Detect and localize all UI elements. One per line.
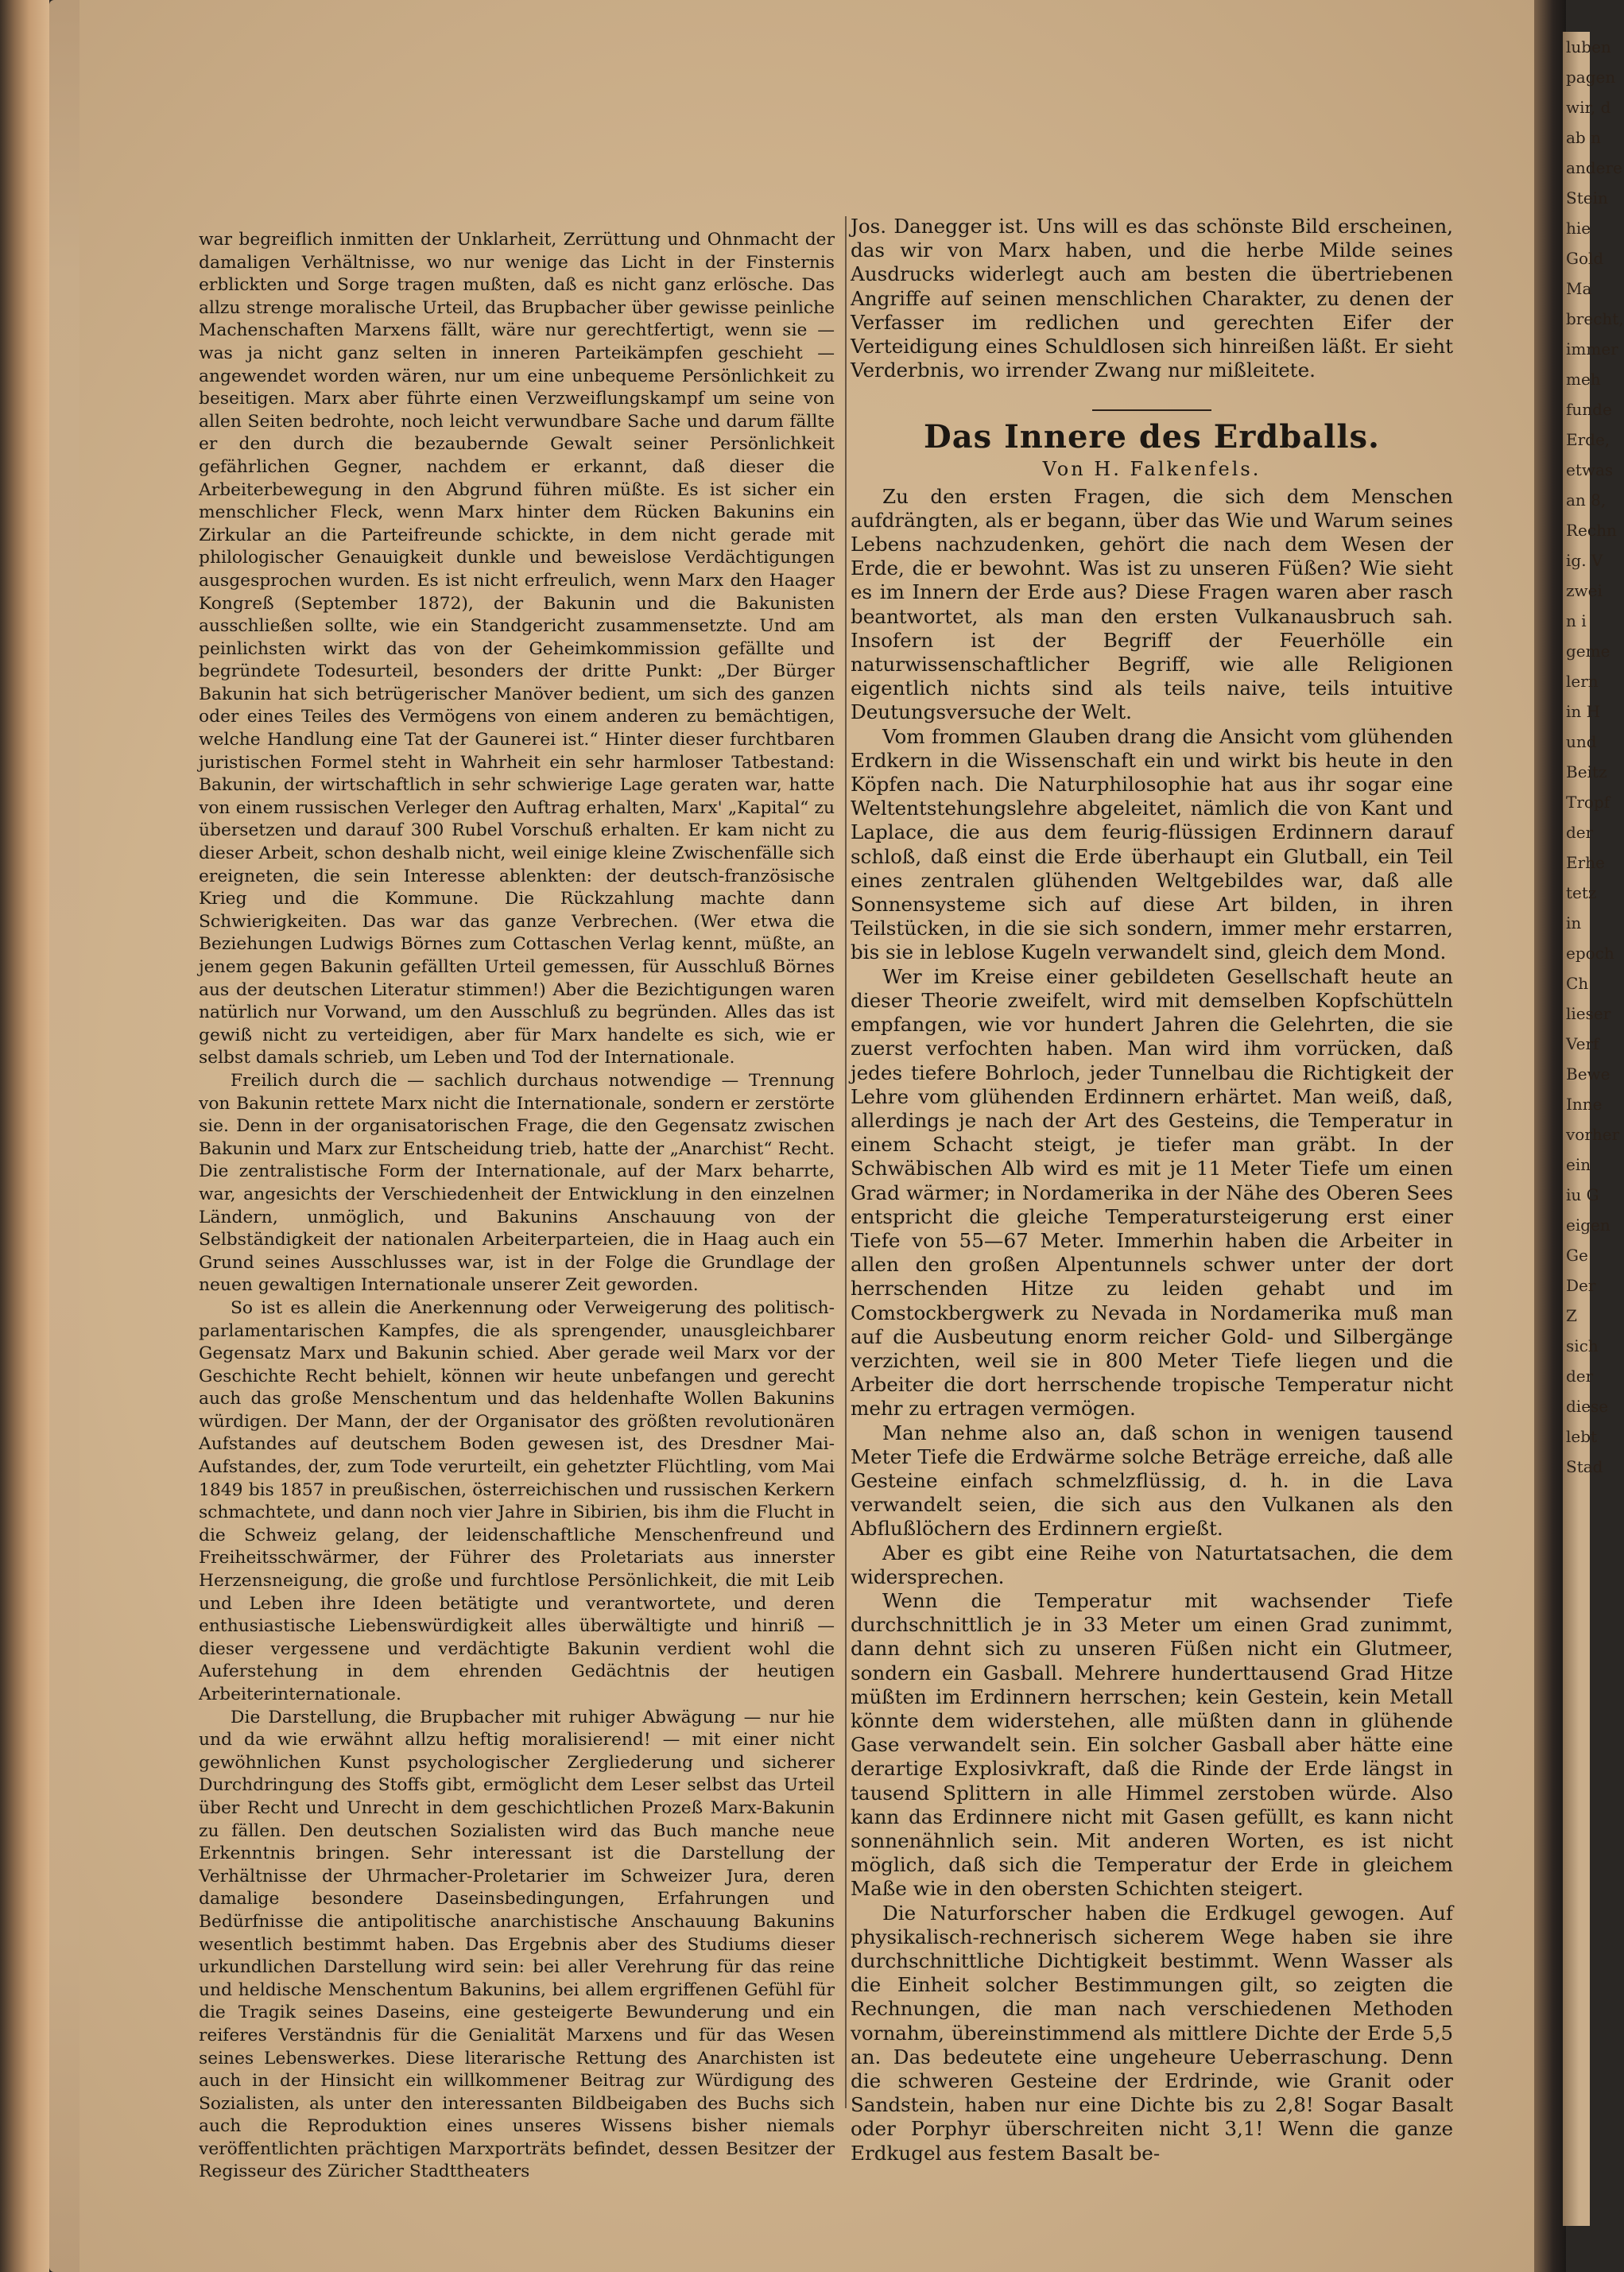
facing-page-word-fragment: diese [1566, 1397, 1609, 1416]
facing-page-word-fragment: ein [1566, 1155, 1591, 1174]
facing-page-word-fragment: luben [1566, 37, 1611, 56]
facing-page-word-fragment: Bewe [1566, 1064, 1610, 1084]
facing-page-word-fragment: und [1566, 732, 1597, 751]
facing-page-word-fragment: funde [1566, 400, 1612, 419]
facing-page-word-fragment: pagen [1566, 68, 1616, 87]
book-gutter [1534, 0, 1566, 2272]
facing-page-word-fragment: tetz [1566, 883, 1597, 902]
facing-page-word-fragment: immer [1566, 339, 1618, 359]
facing-page-word-fragment: Inne [1566, 1095, 1603, 1114]
facing-page-word-fragment: geme [1566, 642, 1610, 661]
facing-page-word-fragment: ab n [1566, 128, 1601, 147]
facing-page-word-fragment: wir, d [1566, 98, 1611, 117]
facing-page-word-fragment: andere [1566, 158, 1622, 177]
facing-page-word-fragment: Der [1566, 1276, 1596, 1295]
facing-page-word-fragment: iu G [1566, 1185, 1599, 1204]
facing-page-word-fragment: etwas [1566, 460, 1614, 479]
facing-page-word-fragment: an 8, [1566, 490, 1607, 510]
paragraph: Aber es gibt eine Reihe von Naturtatsachen, die dem widersprechen. [851, 1541, 1453, 1588]
facing-page-word-fragment: vorher [1566, 1125, 1620, 1144]
facing-page-word-fragment: meh [1566, 370, 1601, 389]
facing-page-word-fragment: epoch [1566, 944, 1614, 963]
article-title: Das Innere des Erdballs. [924, 418, 1380, 456]
facing-page-word-fragment: Erhe [1566, 853, 1605, 872]
facing-page-word-fragment: ig. V [1566, 551, 1603, 570]
facing-page-word-fragment: brecht, [1566, 309, 1624, 328]
facing-page-fragment [1563, 32, 1624, 2226]
facing-page-word-fragment: lern [1566, 672, 1599, 691]
facing-page-word-fragment: in [1566, 913, 1582, 932]
facing-page-word-fragment: zwei [1566, 581, 1603, 600]
paragraph: Die Darstellung, die Brupbacher mit ruhiger Abwägung — nur hie und da wie erwähnt allzu heftig moralisierend! — mit einer nicht gewöhnlichen Kunst psychologischer Zergliederung und sicherer Durchdringung des Stoffs gibt, ermöglicht dem Leser selbst das Urteil über Recht und Unrecht in dem geschichtlichen Prozeß Marx-Bakunin zu fällen. Den deutschen Sozialisten wird das Buch manche neue Erkenntnis bringen. Sehr interessant ist die Darstellung der Verhältnisse der Uhrmacher-Proletarier im Schweizer Jura, deren damalige besondere Daseinsbedingungen, Erfahrungen und Bedürfnisse die antipolitische anarchistische Anschauung Bakunins wesentlich bestimmt haben. Das Ergebnis aber des Studiums dieser urkundlichen Darstellung wird sein: bei aller Verehrung für das reine und heldische Menschentum Bakunins, bei allem ergriffenen Gefühl für die Tragik seines Daseins, eine gesteigerte Bewunderung und ein reiferes Verständnis für die Genialität Marxens und für das Wesen seines Lebenswerkes. Diese literarische Rettung des Anarchisten ist auch in der Hinsicht ein willkommener Beitrag zur Würdigung des Sozialisten, als unter den interessanten Bildbeigaben des Buchs sich auch die Reproduktion eines unseres Wissens bisher niemals veröffentlichten prächtigen Marxporträts befindet, dessen Besitzer der Regisseur des Züricher Stadttheaters [199, 1707, 835, 2182]
paragraph: Wenn die Temperatur mit wachsender Tiefe durchschnittlich je in 33 Meter um einen Grad zunimmt, dann dehnt sich zu unseren Füßen nicht ein Glutmeer, sondern ein Gasball. Mehrere hunderttausend Grad Hitze müßten im Erdinnern herrschen; kein Gestein, kein Metall könnte dem widerstehen, alle müßten dann in glühende Gase verwandelt sein. Ein solcher Gasball aber hätte eine derartige Explosivkraft, daß die Rinde der Erde längst in tausend Splittern in alle Himmel zerstoben würde. Also kann das Erdinnere nicht mit Gasen gefüllt, es kann nicht sonnenähnlich sein. Mit anderen Worten, es ist nicht möglich, daß sich die Temperatur der Erde in gleichem Maße wie in den obersten Schichten steigert. [851, 1588, 1453, 1901]
facing-page-word-fragment: eigen [1566, 1215, 1610, 1235]
facing-page-word-fragment: n i [1566, 611, 1587, 630]
facing-page-word-fragment: Erde, [1566, 430, 1610, 449]
facing-page-word-fragment: Verf [1566, 1034, 1599, 1053]
paragraph: Die Naturforscher haben die Erdkugel gewogen. Auf physikalisch-rechnerisch sicherem Wege haben sie ihre durchschnittliche Dichtigkeit bestimmt. Wenn Wasser als die Einheit solcher Bestimmungen gilt, so zeigten die Rechnungen, die man nach verschiedenen Methoden vornahm, übereinstimmend als mittlere Dichte der Erde 5,5 an. Das bedeutete eine ungeheure Ueberraschung. Denn die schweren Gesteine der Erdrinde, wie Granit oder Sandstein, haben nur eine Dichte bis zu 2,8! Sogar Basalt oder Porphyr überschreiten nicht 3,1! Wenn die ganze Erdkugel aus festem Basalt be- [851, 1901, 1453, 2165]
left-column [199, 229, 835, 2184]
facing-page-word-fragment: sich [1566, 1336, 1599, 1355]
facing-page-word-fragment: der [1566, 1367, 1594, 1386]
facing-page-word-fragment: Beitz [1566, 762, 1607, 781]
paragraph: So ist es allein die Anerkennung oder Verweigerung des politisch-parlamentarischen Kampfes, die als sprengender, unausgleichbarer Gegensatz Marx und Bakunin schied. Aber gerade weil Marx vor der Geschichte Recht behielt, können wir heute unbefangen und gerecht auch das große Menschentum und das heldenhafte Wollen Bakunins würdigen. Der Mann, der der Organisator des größten revolutionären Aufstandes auf deutschem Boden gewesen ist, des Dresdner Mai-Aufstandes, der, zum Tode verurteilt, ein gehetzter Flüchtling, vom Mai 1849 bis 1857 in preußischen, österreichischen und russischen Kerkern schmachtete, und dann noch vier Jahre in Sibirien, bis ihm die Flucht in die Schweiz gelang, der leidenschaftliche Menschenfreund und Freiheitsschwärmer, der Führer des Proletariats aus innerster Herzensneigung, die große und furchtlose Persönlichkeit, die mit Leib und Leben ihre Ideen betätigte und verantwortete, und deren enthusiastische Liebenswürdigkeit alles überwältigte und hinriß — dieser vergessene und verdächtigte Bakunin verdient wohl die Auferstehung in dem ehrenden Gedächtnis der heutigen Arbeiterinternationale. [199, 1297, 835, 1704]
facing-page-word-fragment: hie [1566, 219, 1591, 238]
facing-page-word-fragment: Gold [1566, 249, 1604, 268]
facing-page-word-fragment: Stad [1566, 1457, 1603, 1476]
paragraph: Man nehme also an, daß schon in wenigen tausend Meter Tiefe die Erdwärme solche Beträge erreiche, daß alle Gesteine einfach schmelzflüssig, d. h. in die Lava verwandelt seien, die sich aus den Vulkanen als den Abflußlöchern des Erdinnern ergießt. [851, 1421, 1453, 1541]
section-divider [1092, 409, 1211, 411]
paragraph: Wer im Kreise einer gebildeten Gesellschaft heute an dieser Theorie zweifelt, wird mit demselben Kopfschütteln empfangen, wie vor hundert Jahren die Gelehrten, die sie zuerst verfochten haben. Man wird ihm vorrücken, daß jedes tiefere Bohrloch, jeder Tunnelbau die Richtigkeit der Lehre vom glühenden Erdinnern erhärtet. Man weiß, daß, allerdings je nach der Art des Gesteins, die Temperatur in einem Schacht steigt, je tiefer man gräbt. In der Schwäbischen Alb wird es mit je 11 Meter Tiefe um einen Grad wärmer; in Nordamerika in der Nähe des Oberen Sees entspricht die gleiche Temperatursteigerung erst einer Tiefe von 55—67 Meter. Immerhin haben die Arbeiter in allen den großen Alpentunnels schwer unter der dort herrschenden Hitze zu leiden gehabt und im Comstockbergwerk zu Nevada in Nordamerika muß man auf die Ausbeutung enorm reicher Gold- und Silbergänge verzichten, weil sie in 800 Meter Tiefe liegen und die Arbeiter die dort herrschende tropische Temperatur nicht mehr zu ertragen vermögen. [851, 964, 1453, 1421]
facing-page-word-fragment: in H [1566, 702, 1601, 721]
paragraph: Freilich durch die — sachlich durchaus notwendige — Trennung von Bakunin rettete Marx nicht die Internationale, sondern er zerstörte sie. Denn in der organisatorischen Frage, die den Gegensatz zwischen Bakunin und Marx zur Entscheidung trieb, hatte der „Anarchist“ Recht. Die zentralistische Form der Internationale, auf der Marx beharrte, war, angesichts der Verschiedenheit der Entwicklung in den einzelnen Ländern, unmöglich, und Bakunins Anschauung von der Selbständigkeit der nationalen Arbeiterparteien, die in Haag auch ein Grund seines Ausschlusses war, ist in der Folge die Grundlage der neuen gewaltigen Internationale unserer Zeit geworden. [199, 1070, 835, 1296]
paragraph: war begreiflich inmitten der Unklarheit, Zerrüttung und Ohnmacht der damaligen Verhältnisse, wo nur wenige das Licht in der Finsternis erblickten und Sorge tragen mußten, daß es nicht ganz erlösche. Das allzu strenge moralische Urteil, das Brupbacher über gewisse peinliche Machenschaften Marxens fällt, wäre nur gerechtfertigt, wenn sie — was ja nicht ganz selten in inneren Parteikämpfen geschieht — angewendet worden wären, nur um eine unbequeme Persönlichkeit zu beseitigen. Marx aber führte einen Verzweiflungskampf um seine von allen Seiten bedrohte, noch leicht verwundbare Sache und darum fällte er den durch die bezaubernde Gewalt seiner Persönlichkeit gefährlichen Gegner, nachdem er erkannt, daß dieser die Arbeiterbewegung in den Abgrund führen müßte. Es ist sicher ein menschlicher Fleck, wenn Marx hinter dem Rücken Bakunins ein Zirkular an die Parteifreunde schickte, in dem nicht gerade mit philologischer Genauigkeit dunkle und beweislose Verdächtigungen ausgesprochen wurden. Es ist nicht erfreulich, wenn Marx den Haager Kongreß (September 1872), der Bakunin und die Bakunisten ausschließen sollte, wie ein Standgericht zusammensetzte. Und am peinlichsten wirkt das von der Geheimkommission gefällte und begründete Todesurteil, besonders der dritte Punkt: „Der Bürger Bakunin hat sich betrügerischer Manöver bedient, um sich des ganzen oder eines Teiles des Vermögens von einem anderen zu bemächtigen, welche Handlung eine Tat der Gaunerei ist.“ Hinter dieser furchtbaren juristischen Formel steht in Wahrheit ein sehr harmloser Tatbestand: Bakunin, der wirtschaftlich in sehr schwierige Lage geraten war, hatte von einem russischen Verleger den Auftrag erhalten, Marx' „Kapital“ zu übersetzen und darauf 300 Rubel Vorschuß erhalten. Er kam nicht zu dieser Arbeit, schon deshalb nicht, weil einige kleine Zwischenfälle sich ereigneten, die sein Interesse ablenkten: der deutsch-französische Krieg und die Kommune. Die Rückzahlung machte dann Schwierigkeiten. Das war das ganze Verbrechen. (Wer etwa die Beziehungen Ludwigs Börnes zum Cottaschen Verlag kennt, müßte, an jenem gegen Bakunin gefällten Urteil gemessen, für Ausschluß Börnes aus der deutschen Literatur stimmen!) Aber die Bezichtigungen waren natürlich nur Vorwand, um den Ausschluß zu begründen. Alles das ist gewiß nicht zu verteidigen, aber für Marx handelte es sich, wie er selbst damals schrieb, um Leben und Tod der Internationale. [199, 230, 835, 1068]
paragraph: Zu den ersten Fragen, die sich dem Menschen aufdrängten, als er begann, über das Wie und Warum seines Lebens nachzudenken, gehört die nach dem Wesen der Erde, die er bewohnt. Was ist zu unseren Füßen? Wie sieht es im Innern der Erde aus? Diese Fragen waren aber rasch beantwortet, als man den ersten Vulkanausbruch sah. Insofern ist der Begriff der Feuerhölle ein naturwissenschaftlicher Begriff, wie alle Religionen eigentlich nichts sind als teils naive, teils intuitive Deutungsversuche der Welt. [851, 484, 1453, 724]
column-rule [845, 216, 847, 2108]
facing-page-word-fragment: Tropf [1566, 793, 1610, 812]
facing-page-word-fragment: Ma [1566, 279, 1592, 298]
facing-page-word-fragment: lieser [1566, 1004, 1611, 1023]
facing-page-word-fragment: Z [1566, 1306, 1577, 1325]
article-byline: Von H. Falkenfels. [1042, 458, 1262, 481]
continuation-paragraph: Jos. Danegger ist. Uns will es das schönste Bild erscheinen, das wir von Marx haben, und die herbe Milde seines Ausdrucks widerlegt auch am besten die übertriebenen Angriffe auf seinen menschlichen Charakter, zu denen der Verfasser im redlichen und gerechten Eifer der Verteidigung eines Schuldlosen sich hinreißen läßt. Er sieht Verderbnis, wo irrender Zwang nur mißleitete. [851, 215, 1453, 382]
facing-page-word-fragment: der [1566, 823, 1594, 842]
book-edge [0, 0, 49, 2272]
facing-page-word-fragment: lebt [1566, 1427, 1598, 1446]
facing-page-word-fragment: Ge [1566, 1246, 1588, 1265]
paragraph: Vom frommen Glauben drang die Ansicht vom glühenden Erdkern in die Wissenschaft ein und wirkt bis heute in den Köpfen nach. Die Naturphilosophie hat aus ihr sogar eine Weltentstehungslehre abgeleitet, nämlich die von Kant und Laplace, die aus dem feurig-flüssigen Erdinnern darauf schloß, daß einst die Erde überhaupt ein Glutball, ein Teil eines zentralen glühenden Weltgebildes war, daß alle Sonnensysteme sich auf diese Art bilden, in ihren Teilstücken, in die sie sich sondern, immer mehr erstarren, bis sie in leblose Kugeln verwandelt sind, gleich dem Mond. [851, 724, 1453, 964]
right-column [851, 215, 1453, 2165]
facing-page-word-fragment: Rechn [1566, 521, 1617, 540]
facing-page-word-fragment: Stein [1566, 188, 1608, 207]
facing-page-word-fragment: Ch [1566, 974, 1589, 993]
